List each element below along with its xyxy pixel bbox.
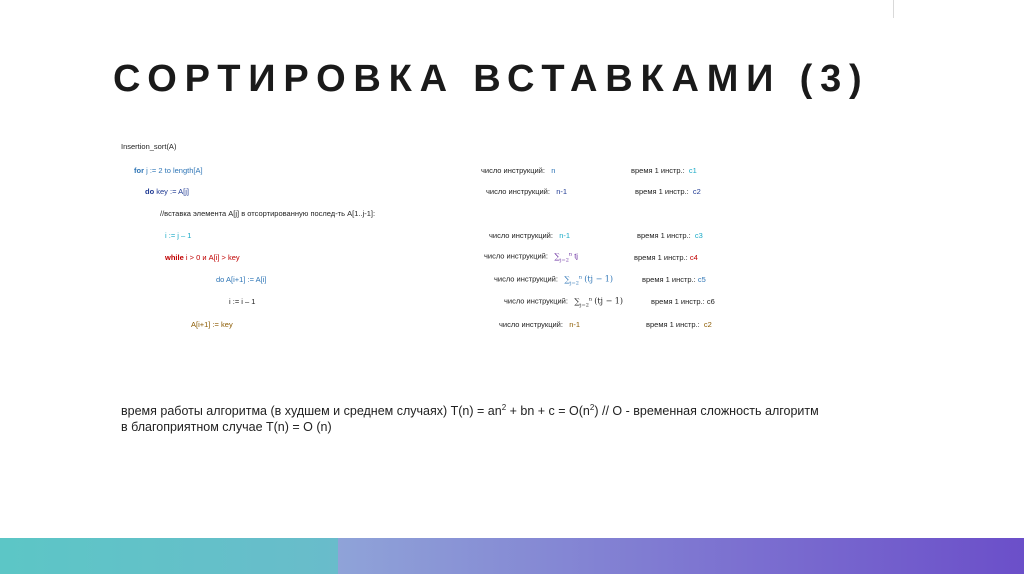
code-text: j := 2 to length[A] — [144, 166, 203, 175]
count-label: число инструкций: — [481, 166, 545, 175]
algorithm-name: Insertion_sort(A) — [121, 142, 177, 151]
cost-value: c4 — [689, 253, 698, 262]
sum-icon: ∑ — [554, 251, 560, 261]
count-value: n-1 — [556, 187, 568, 196]
sum-term: (tj − 1) — [594, 296, 624, 306]
code-line-shift: do A[i+1] := A[i] — [216, 275, 267, 284]
count-label: число инструкций: — [484, 251, 548, 261]
time-line-8 — [646, 320, 712, 329]
sum-term: tj — [574, 251, 578, 261]
slide-title: СОРТИРОВКА ВСТАВКАМИ (3) — [113, 58, 870, 100]
count-line-4 — [489, 231, 570, 240]
time-line-1 — [631, 166, 697, 175]
sum-term: (tj − 1) — [584, 274, 614, 284]
count-value: n-1 — [559, 231, 571, 240]
top-divider — [893, 0, 894, 18]
sum-expression — [564, 274, 583, 287]
cost-value: c2 — [703, 320, 712, 329]
count-value: n — [551, 166, 556, 175]
count-label: число инструкций: — [504, 296, 568, 306]
sum-lower: j=2 — [559, 257, 569, 264]
time-label: время 1 инстр.: — [635, 187, 689, 196]
time-label: время 1 инстр.: — [642, 275, 696, 284]
code-comment: //вставка элемента A[j] в отсортированную послед-ть A[1..j-1]: — [160, 209, 376, 218]
keyword-while: while — [165, 253, 184, 262]
cost-value: c3 — [694, 231, 703, 240]
count-value: n-1 — [569, 320, 581, 329]
worst-mid: + bn + c = O(n — [506, 404, 590, 419]
code-line-do — [145, 187, 189, 196]
count-line-2 — [486, 187, 567, 196]
time-line-6 — [642, 275, 706, 284]
code-line-while — [165, 253, 240, 262]
sum-upper: n — [568, 251, 573, 257]
count-line-1 — [481, 166, 555, 175]
worst-prefix: время работы алгоритма (в худшем и среднем случаях) T(n) = an — [121, 404, 502, 419]
count-line-7 — [504, 296, 623, 308]
sum-expression — [574, 296, 593, 309]
count-label: число инструкций: — [499, 320, 563, 329]
cost-value: c1 — [688, 166, 697, 175]
code-line-assign-i: i := j – 1 — [165, 231, 192, 240]
time-line-2 — [635, 187, 701, 196]
time-label: время 1 инстр.: — [637, 231, 691, 240]
sum-expression — [554, 251, 573, 264]
time-label: время 1 инстр.: — [646, 320, 700, 329]
time-label: время 1 инстр.: — [631, 166, 685, 175]
count-line-6 — [494, 274, 613, 286]
time-line-5 — [634, 253, 698, 262]
sum-lower: j=2 — [569, 280, 579, 287]
best-case-line: в благоприятном случае T(n) = O (n) — [121, 420, 332, 434]
time-label: время 1 инстр.: — [634, 253, 688, 262]
exponent: 2 — [501, 403, 507, 412]
code-line-for — [134, 166, 203, 175]
code-text: i > 0 и A[i] > key — [183, 253, 240, 262]
sum-icon: ∑ — [574, 296, 580, 306]
keyword-do: do — [145, 187, 155, 196]
count-label: число инструкций: — [489, 231, 553, 240]
code-line-insert: A[i+1] := key — [191, 320, 233, 329]
footer-bar-left — [0, 538, 338, 574]
sum-upper: n — [578, 274, 583, 280]
sum-upper: n — [588, 296, 593, 302]
count-label: число инструкций: — [486, 187, 550, 196]
keyword-for: for — [134, 166, 144, 175]
cost-value: c2 — [692, 187, 701, 196]
count-line-8 — [499, 320, 580, 329]
cost-value: c6 — [706, 297, 715, 306]
time-line-4 — [637, 231, 703, 240]
time-line-7 — [651, 297, 715, 306]
code-text: key := A[j] — [154, 187, 189, 196]
time-label: время 1 инстр.: — [651, 297, 705, 306]
worst-suffix: ) // O - временная сложность алгоритм — [594, 404, 819, 419]
code-line-decrement: i := i – 1 — [229, 297, 256, 306]
count-line-5 — [484, 251, 578, 263]
count-label: число инструкций: — [494, 274, 558, 284]
sum-icon: ∑ — [564, 274, 570, 284]
footer-bar-right — [338, 538, 1024, 574]
exponent: 2 — [589, 403, 595, 412]
sum-lower: j=2 — [579, 302, 589, 309]
cost-value: c5 — [697, 275, 706, 284]
worst-case-line — [121, 403, 819, 418]
